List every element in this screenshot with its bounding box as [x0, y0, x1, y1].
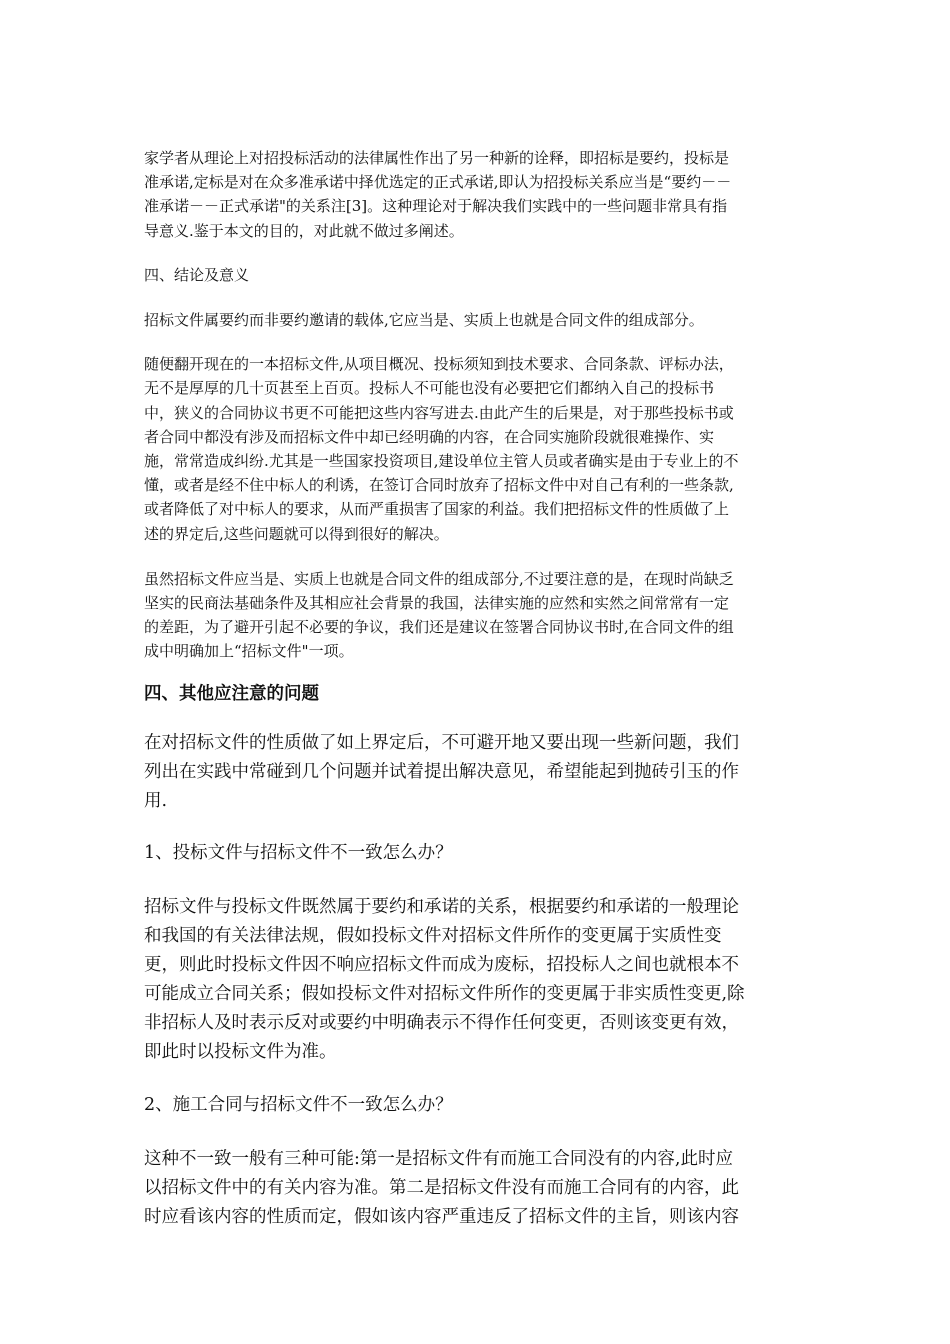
- text-line: 以招标文件中的有关内容为准。第二是招标文件没有而施工合同有的内容，此: [144, 1177, 739, 1198]
- text-line: 非招标人及时表示反对或要约中明确表示不得作任何变更，否则该变更有效，: [144, 1012, 739, 1033]
- text-line: 准承诺－－正式承诺"的关系注[3]。这种理论对于解决我们实践中的一些问题非常具有指: [144, 197, 728, 216]
- text-line: 者合同中都没有涉及而招标文件中却已经明确的内容，在合同实施阶段就很难操作、实: [144, 427, 715, 446]
- text-line: 更，则此时投标文件因不响应招标文件而成为废标，招投标人之间也就根本不: [144, 954, 739, 975]
- text-line: 招标文件与投标文件既然属于要约和承诺的关系，根据要约和承诺的一般理论: [144, 896, 739, 917]
- text-line: 准承诺,定标是对在众多准承诺中择优选定的正式承诺,即认为招投标关系应当是“要约－－: [144, 173, 732, 192]
- text-line: 导意义.鉴于本文的目的，对此就不做过多阐述。: [144, 221, 464, 240]
- question-title-1: 1、投标文件与招标文件不一致怎么办？: [144, 842, 453, 863]
- paragraph-tender-docs: [144, 352, 804, 546]
- text-line: 招标文件属要约而非要约邀请的载体,它应当是、实质上也就是合同文件的组成部分。: [144, 311, 704, 330]
- paragraph-conclusion: [144, 308, 804, 332]
- text-line: 或者降低了对中标人的要求，从而严重损害了国家的利益。我们把招标文件的性质做了上: [144, 500, 730, 519]
- text-line: 可能成立合同关系；假如投标文件对招标文件所作的变更属于非实质性变更,除: [144, 983, 745, 1004]
- text-line: 述的界定后,这些问题就可以得到很好的解决。: [144, 524, 449, 543]
- text-line: 随便翻开现在的一本招标文件,从项目概况、投标须知到技术要求、合同条款、评标办法，: [144, 355, 734, 374]
- text-line: 坚实的民商法基础条件及其相应社会背景的我国，法律实施的应然和实然之间常常有一定: [144, 594, 730, 613]
- document-page: [144, 146, 804, 1232]
- text-line: 的差距，为了避开引起不必要的争议，我们还是建议在签署合同协议书时,在合同文件的组: [144, 618, 734, 637]
- text-line: 施，常常造成纠纷.尤其是一些国家投资项目,建设单位主管人员或者确实是由于专业上的不: [144, 452, 739, 471]
- text-line: 时应看该内容的性质而定，假如该内容严重违反了招标文件的主旨，则该内容: [144, 1206, 739, 1227]
- paragraph-answer-2: [144, 1145, 804, 1232]
- text-line: 成中明确加上“招标文件"一项。: [144, 642, 354, 661]
- text-line: 列出在实践中常碰到几个问题并试着提出解决意见，希望能起到抛砖引玉的作: [144, 761, 739, 782]
- section-title-conclusion: 四、结论及意义: [144, 265, 250, 284]
- text-line: 无不是厚厚的几十页甚至上百页。投标人不可能也没有必要把它们都纳入自己的投标书: [144, 379, 715, 398]
- paragraph-contract-component: [144, 567, 804, 664]
- text-line: 中，狭义的合同协议书更不可能把这些内容写进去.由此产生的后果是，对于那些投标书或: [144, 403, 734, 422]
- text-line: 虽然招标文件应当是、实质上也就是合同文件的组成部分,不过要注意的是，在现时尚缺乏: [144, 569, 734, 588]
- text-line: 在对招标文件的性质做了如上界定后，不可避开地又要出现一些新问题，我们: [144, 732, 739, 753]
- text-line: 用.: [144, 790, 168, 811]
- paragraph-theory: [144, 146, 804, 243]
- paragraph-new-issues: [144, 729, 804, 816]
- text-line: 懂，或者是经不住中标人的利诱，在签订合同时放弃了招标文件中对自己有利的一些条款,: [144, 476, 734, 495]
- text-line: 和我国的有关法律法规，假如投标文件对招标文件所作的变更属于实质性变: [144, 925, 722, 946]
- text-line: 即此时以投标文件为准。: [144, 1041, 337, 1062]
- text-line: 家学者从理论上对招投标活动的法律属性作出了另一种新的诠释，即招标是要约，投标是: [144, 149, 730, 167]
- question-title-2: 2、施工合同与招标文件不一致怎么办？: [144, 1094, 453, 1115]
- text-line: 这种不一致一般有三种可能:第一是招标文件有而施工合同没有的内容,此时应: [144, 1148, 733, 1169]
- section-heading-other-issues: 四、其他应注意的问题: [144, 683, 319, 704]
- paragraph-answer-1: [144, 893, 804, 1067]
